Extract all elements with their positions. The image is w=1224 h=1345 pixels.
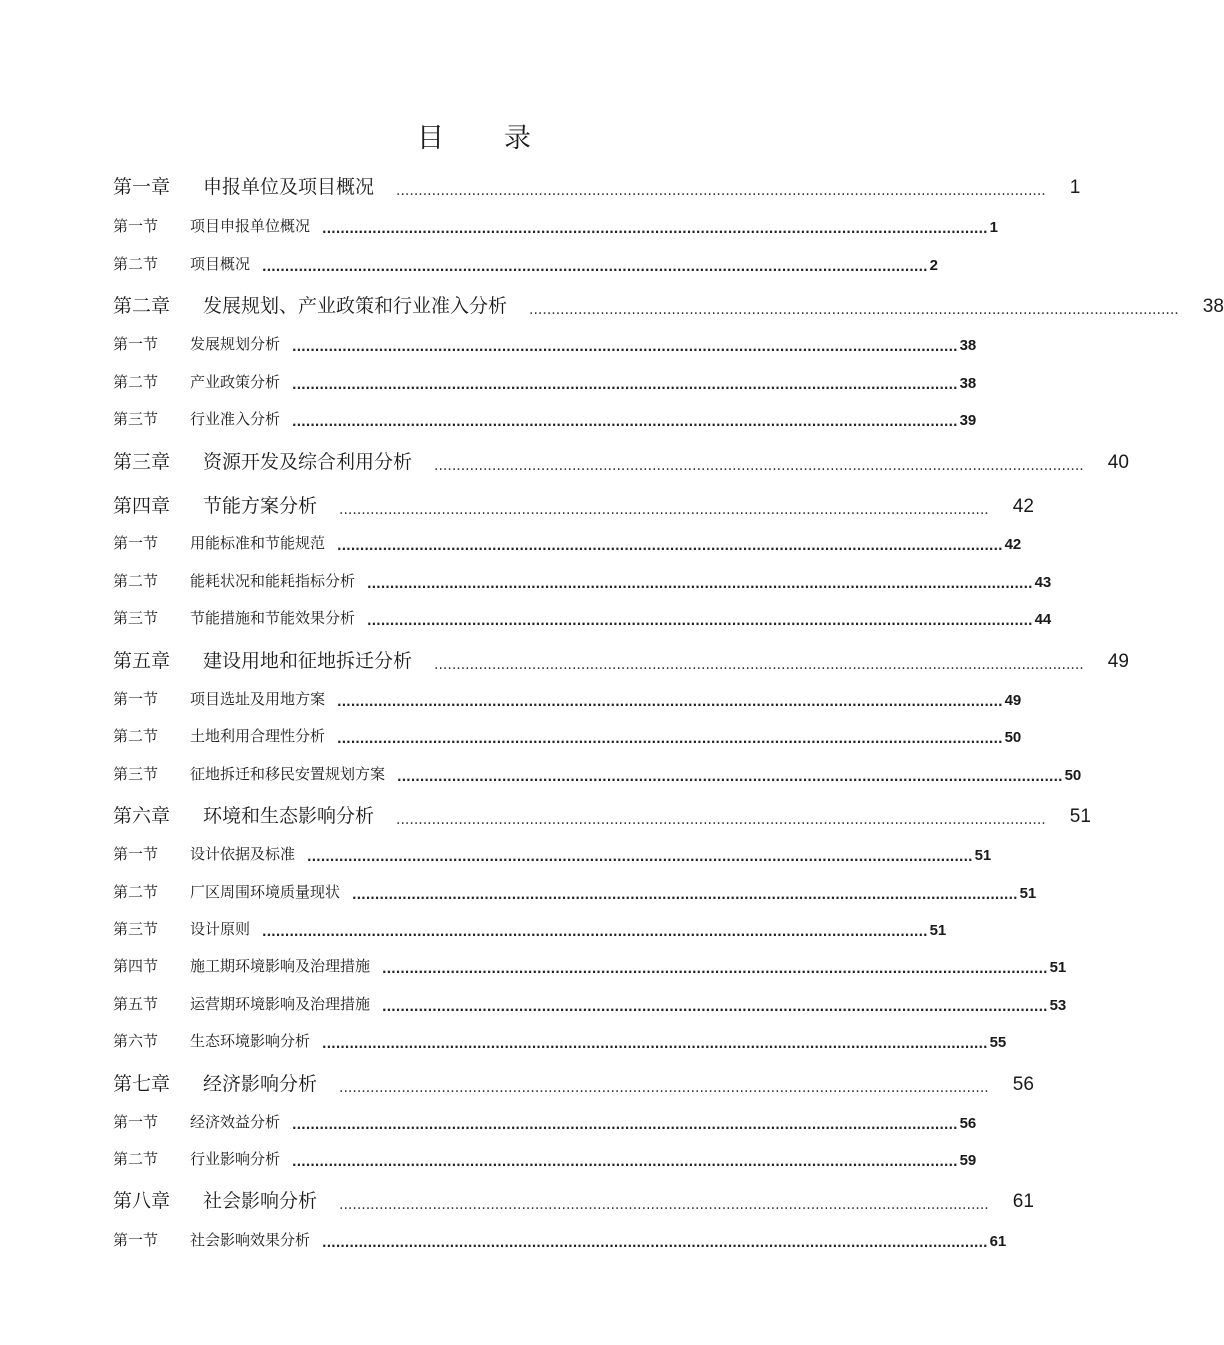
page-number: 59 — [959, 1152, 977, 1169]
section-title: 社会影响效果分析 — [190, 1231, 311, 1249]
section-number: 第三节 — [113, 410, 159, 428]
page-number: 44 — [1034, 611, 1052, 628]
section-number: 第二节 — [113, 373, 159, 391]
toc-chapter-entry[interactable] — [113, 1185, 1034, 1213]
toc-section-entry[interactable] — [113, 724, 1022, 746]
section-number: 第三节 — [113, 920, 159, 938]
section-title: 厂区周围环境质量现状 — [190, 883, 341, 901]
section-title: 征地拆迁和移民安置规划方案 — [190, 765, 386, 783]
page-number: 40 — [1107, 452, 1129, 473]
page-number: 53 — [1049, 997, 1067, 1014]
toc-title: 目 录 — [417, 123, 533, 154]
dot-leader: .................................................................................................................................................. — [339, 1080, 989, 1096]
page-number: 51 — [974, 847, 992, 864]
section-title: 用能标准和节能规范 — [190, 534, 326, 552]
page-number: 49 — [1107, 651, 1129, 672]
dot-leader: .................................................................................................................................................. — [292, 1155, 958, 1169]
toc-section-entry[interactable] — [113, 1029, 1007, 1051]
dot-leader: .................................................................................................................................................. — [322, 222, 988, 236]
toc-chapter-entry[interactable] — [113, 645, 1129, 673]
section-title: 发展规划分析 — [190, 335, 281, 353]
page-number: 51 — [929, 922, 947, 939]
dot-leader: .................................................................................................................................................. — [396, 183, 1046, 199]
chapter-number: 第三章 — [113, 451, 171, 473]
section-title: 设计依据及标准 — [190, 845, 296, 863]
toc-chapter-entry[interactable] — [113, 490, 1034, 518]
dot-leader: .................................................................................................................................................. — [352, 888, 1018, 902]
toc-chapter-entry[interactable] — [113, 800, 1091, 828]
section-number: 第一节 — [113, 534, 159, 552]
page-number: 50 — [1064, 767, 1082, 784]
section-number: 第六节 — [113, 1032, 159, 1050]
page-number: 1 — [989, 219, 998, 236]
toc-section-entry[interactable] — [113, 954, 1067, 976]
dot-leader: .................................................................................................................................................. — [292, 1118, 958, 1132]
dot-leader: .................................................................................................................................................. — [367, 614, 1033, 628]
section-number: 第五节 — [113, 995, 159, 1013]
page-number: 51 — [1019, 885, 1037, 902]
chapter-title: 资源开发及综合利用分析 — [203, 451, 413, 473]
page-number: 1 — [1069, 177, 1081, 198]
section-title: 生态环境影响分析 — [190, 1032, 311, 1050]
toc-chapter-entry[interactable] — [113, 446, 1129, 474]
page-number: 42 — [1012, 496, 1034, 517]
page-number: 50 — [1004, 729, 1022, 746]
toc-section-entry[interactable] — [113, 1110, 977, 1132]
toc-section-entry[interactable] — [113, 606, 1052, 628]
page-number: 61 — [989, 1233, 1007, 1250]
section-title: 项目申报单位概况 — [190, 217, 311, 235]
dot-leader: .................................................................................................................................................. — [367, 577, 1033, 591]
section-title: 经济效益分析 — [190, 1113, 281, 1131]
section-title: 项目选址及用地方案 — [190, 690, 326, 708]
page-number: 38 — [1202, 296, 1224, 317]
dot-leader: .................................................................................................................................................. — [396, 812, 1046, 828]
page-number: 42 — [1004, 536, 1022, 553]
dot-leader: .................................................................................................................................................. — [382, 962, 1048, 976]
toc-section-entry[interactable] — [113, 1228, 1007, 1250]
toc-chapter-entry[interactable] — [113, 290, 1224, 318]
dot-leader: .................................................................................................................................................. — [339, 1197, 989, 1213]
chapter-title: 经济影响分析 — [203, 1073, 318, 1095]
toc-section-entry[interactable] — [113, 687, 1022, 709]
dot-leader: .................................................................................................................................................. — [262, 925, 928, 939]
page-number: 56 — [959, 1115, 977, 1132]
chapter-number: 第五章 — [113, 650, 171, 672]
chapter-title: 申报单位及项目概况 — [203, 176, 375, 198]
dot-leader: .................................................................................................................................................. — [337, 695, 1003, 709]
chapter-title: 建设用地和征地拆迁分析 — [203, 650, 413, 672]
toc-section-entry[interactable] — [113, 1147, 977, 1169]
toc-chapter-entry[interactable] — [113, 171, 1081, 199]
page-number: 55 — [989, 1034, 1007, 1051]
dot-leader: .................................................................................................................................................. — [434, 458, 1084, 474]
section-number: 第二节 — [113, 1150, 159, 1168]
toc-section-entry[interactable] — [113, 370, 977, 392]
section-title: 节能措施和节能效果分析 — [190, 609, 356, 627]
section-number: 第一节 — [113, 217, 159, 235]
dot-leader: .................................................................................................................................................. — [292, 415, 958, 429]
dot-leader: .................................................................................................................................................. — [292, 378, 958, 392]
toc-section-entry[interactable] — [113, 569, 1052, 591]
dot-leader: .................................................................................................................................................. — [337, 539, 1003, 553]
chapter-title: 节能方案分析 — [203, 495, 318, 517]
dot-leader: .................................................................................................................................................. — [337, 732, 1003, 746]
dot-leader: .................................................................................................................................................. — [434, 657, 1084, 673]
page-number: 38 — [959, 375, 977, 392]
section-number: 第四节 — [113, 957, 159, 975]
section-number: 第一节 — [113, 845, 159, 863]
section-number: 第二节 — [113, 255, 159, 273]
page-number: 51 — [1069, 806, 1091, 827]
section-title: 项目概况 — [190, 255, 251, 273]
dot-leader: .................................................................................................................................................. — [339, 502, 989, 518]
chapter-number: 第八章 — [113, 1190, 171, 1212]
page-number: 43 — [1034, 574, 1052, 591]
dot-leader: .................................................................................................................................................. — [262, 260, 928, 274]
section-number: 第三节 — [113, 609, 159, 627]
toc-section-entry[interactable] — [113, 762, 1082, 784]
page-number: 56 — [1012, 1074, 1034, 1095]
toc-section-entry[interactable] — [113, 252, 938, 274]
chapter-number: 第六章 — [113, 805, 171, 827]
chapter-number: 第一章 — [113, 176, 171, 198]
dot-leader: .................................................................................................................................................. — [322, 1037, 988, 1051]
section-number: 第二节 — [113, 572, 159, 590]
chapter-title: 社会影响分析 — [203, 1190, 318, 1212]
dot-leader: .................................................................................................................................................. — [292, 340, 958, 354]
page-number: 51 — [1049, 959, 1067, 976]
toc-section-entry[interactable] — [113, 531, 1022, 553]
toc-section-entry[interactable] — [113, 332, 977, 354]
chapter-title: 环境和生态影响分析 — [203, 805, 375, 827]
section-title: 运营期环境影响及治理措施 — [190, 995, 371, 1013]
section-title: 设计原则 — [190, 920, 251, 938]
page-number: 39 — [959, 412, 977, 429]
dot-leader: .................................................................................................................................................. — [382, 1000, 1048, 1014]
section-title: 施工期环境影响及治理措施 — [190, 957, 371, 975]
toc-section-entry[interactable] — [113, 842, 992, 864]
chapter-title: 发展规划、产业政策和行业准入分析 — [203, 295, 508, 317]
section-number: 第一节 — [113, 335, 159, 353]
page-number: 61 — [1012, 1191, 1034, 1212]
toc-section-entry[interactable] — [113, 917, 947, 939]
toc-section-entry[interactable] — [113, 407, 977, 429]
page-number: 38 — [959, 337, 977, 354]
chapter-number: 第二章 — [113, 295, 171, 317]
chapter-number: 第七章 — [113, 1073, 171, 1095]
section-title: 土地利用合理性分析 — [190, 727, 326, 745]
section-number: 第一节 — [113, 1113, 159, 1131]
toc-section-entry[interactable] — [113, 214, 998, 236]
toc-section-entry[interactable] — [113, 992, 1067, 1014]
toc-section-entry[interactable] — [113, 880, 1037, 902]
page-number: 2 — [929, 257, 938, 274]
section-number: 第二节 — [113, 883, 159, 901]
section-title: 行业影响分析 — [190, 1150, 281, 1168]
dot-leader: .................................................................................................................................................. — [307, 850, 973, 864]
section-number: 第二节 — [113, 727, 159, 745]
chapter-number: 第四章 — [113, 495, 171, 517]
section-title: 产业政策分析 — [190, 373, 281, 391]
toc-chapter-entry[interactable] — [113, 1068, 1034, 1096]
dot-leader: .................................................................................................................................................. — [529, 302, 1179, 318]
page-number: 49 — [1004, 692, 1022, 709]
section-number: 第三节 — [113, 765, 159, 783]
section-number: 第一节 — [113, 1231, 159, 1249]
section-number: 第一节 — [113, 690, 159, 708]
dot-leader: .................................................................................................................................................. — [397, 770, 1063, 784]
dot-leader: .................................................................................................................................................. — [322, 1236, 988, 1250]
section-title: 行业准入分析 — [190, 410, 281, 428]
section-title: 能耗状况和能耗指标分析 — [190, 572, 356, 590]
